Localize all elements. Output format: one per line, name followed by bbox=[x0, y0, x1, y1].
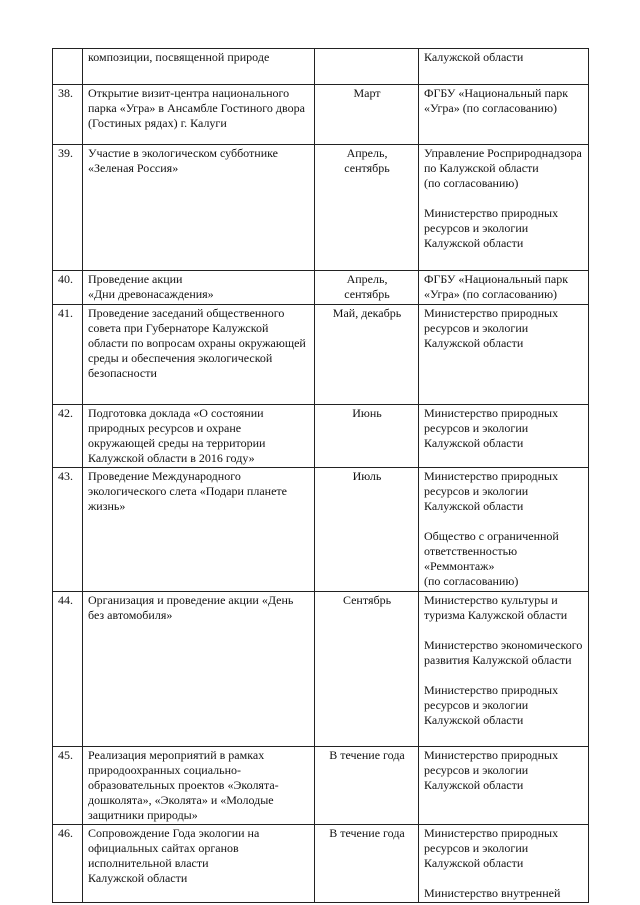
event-name: композиции, посвященной природе bbox=[83, 49, 315, 85]
row-number: 45. bbox=[53, 747, 83, 825]
table-row bbox=[53, 305, 589, 405]
event-name: Реализация мероприятий в рамках природоохранных социально-образовательных проектов «Эколята-дошколята», «Эколята» и «Молодые защитники природы» bbox=[83, 747, 315, 825]
event-name: Организация и проведение акции «День без автомобиля» bbox=[83, 592, 315, 747]
event-name: Открытие визит-центра национального парка «Угра» в Ансамбле Гостиного двора (Гостиных рядах) г. Калуги bbox=[83, 85, 315, 145]
event-term: Апрель, сентябрь bbox=[315, 271, 419, 305]
event-responsible: ФГБУ «Национальный парк «Угра» (по согласованию) bbox=[419, 85, 589, 145]
table-row bbox=[53, 468, 589, 592]
table-row bbox=[53, 592, 589, 747]
event-name: Проведение Международного экологического слета «Подари планете жизнь» bbox=[83, 468, 315, 592]
events-table bbox=[52, 48, 589, 903]
row-number bbox=[53, 49, 83, 85]
table-row bbox=[53, 49, 589, 85]
event-responsible: Министерство природных ресурсов и экологии Калужской области Общество с ограниченной ответственностью «Реммонтаж» (по согласованию) bbox=[419, 468, 589, 592]
row-number: 40. bbox=[53, 271, 83, 305]
table-row bbox=[53, 405, 589, 468]
table-row bbox=[53, 145, 589, 271]
row-number: 41. bbox=[53, 305, 83, 405]
event-term: Июнь bbox=[315, 405, 419, 468]
event-term: Сентябрь bbox=[315, 592, 419, 747]
event-name: Подготовка доклада «О состоянии природных ресурсов и охране окружающей среды на территории Калужской области в 2016 году» bbox=[83, 405, 315, 468]
table-row bbox=[53, 271, 589, 305]
table-row bbox=[53, 825, 589, 903]
row-number: 39. bbox=[53, 145, 83, 271]
event-responsible: Управление Росприроднадзора по Калужской области (по согласованию) Министерство природных ресурсов и экологии Калужской области bbox=[419, 145, 589, 271]
row-number: 44. bbox=[53, 592, 83, 747]
event-responsible: Министерство природных ресурсов и экологии Калужской области Министерство внутренней bbox=[419, 825, 589, 903]
event-name: Участие в экологическом субботнике «Зеленая Россия» bbox=[83, 145, 315, 271]
event-term: В течение года bbox=[315, 747, 419, 825]
table-row bbox=[53, 85, 589, 145]
event-name: Проведение заседаний общественного совета при Губернаторе Калужской области по вопросам охраны окружающей среды и обеспечения экологической безопасности bbox=[83, 305, 315, 405]
event-term: Апрель, сентябрь bbox=[315, 145, 419, 271]
event-responsible: ФГБУ «Национальный парк «Угра» (по согласованию) bbox=[419, 271, 589, 305]
table-row bbox=[53, 747, 589, 825]
event-name: Сопровождение Года экологии на официальных сайтах органов исполнительной власти Калужской области bbox=[83, 825, 315, 903]
event-responsible: Министерство природных ресурсов и экологии Калужской области bbox=[419, 305, 589, 405]
event-term bbox=[315, 49, 419, 85]
event-responsible: Министерство природных ресурсов и экологии Калужской области bbox=[419, 747, 589, 825]
row-number: 43. bbox=[53, 468, 83, 592]
event-term: Июль bbox=[315, 468, 419, 592]
event-name: Проведение акции «Дни древонасаждения» bbox=[83, 271, 315, 305]
event-term: Март bbox=[315, 85, 419, 145]
event-responsible: Министерство природных ресурсов и экологии Калужской области bbox=[419, 405, 589, 468]
row-number: 38. bbox=[53, 85, 83, 145]
row-number: 42. bbox=[53, 405, 83, 468]
event-term: В течение года bbox=[315, 825, 419, 903]
event-responsible: Министерство культуры и туризма Калужской области Министерство экономического развития Калужской области Министерство природных ресурсов и экологии Калужской области bbox=[419, 592, 589, 747]
row-number: 46. bbox=[53, 825, 83, 903]
event-term: Май, декабрь bbox=[315, 305, 419, 405]
event-responsible: Калужской области bbox=[419, 49, 589, 85]
